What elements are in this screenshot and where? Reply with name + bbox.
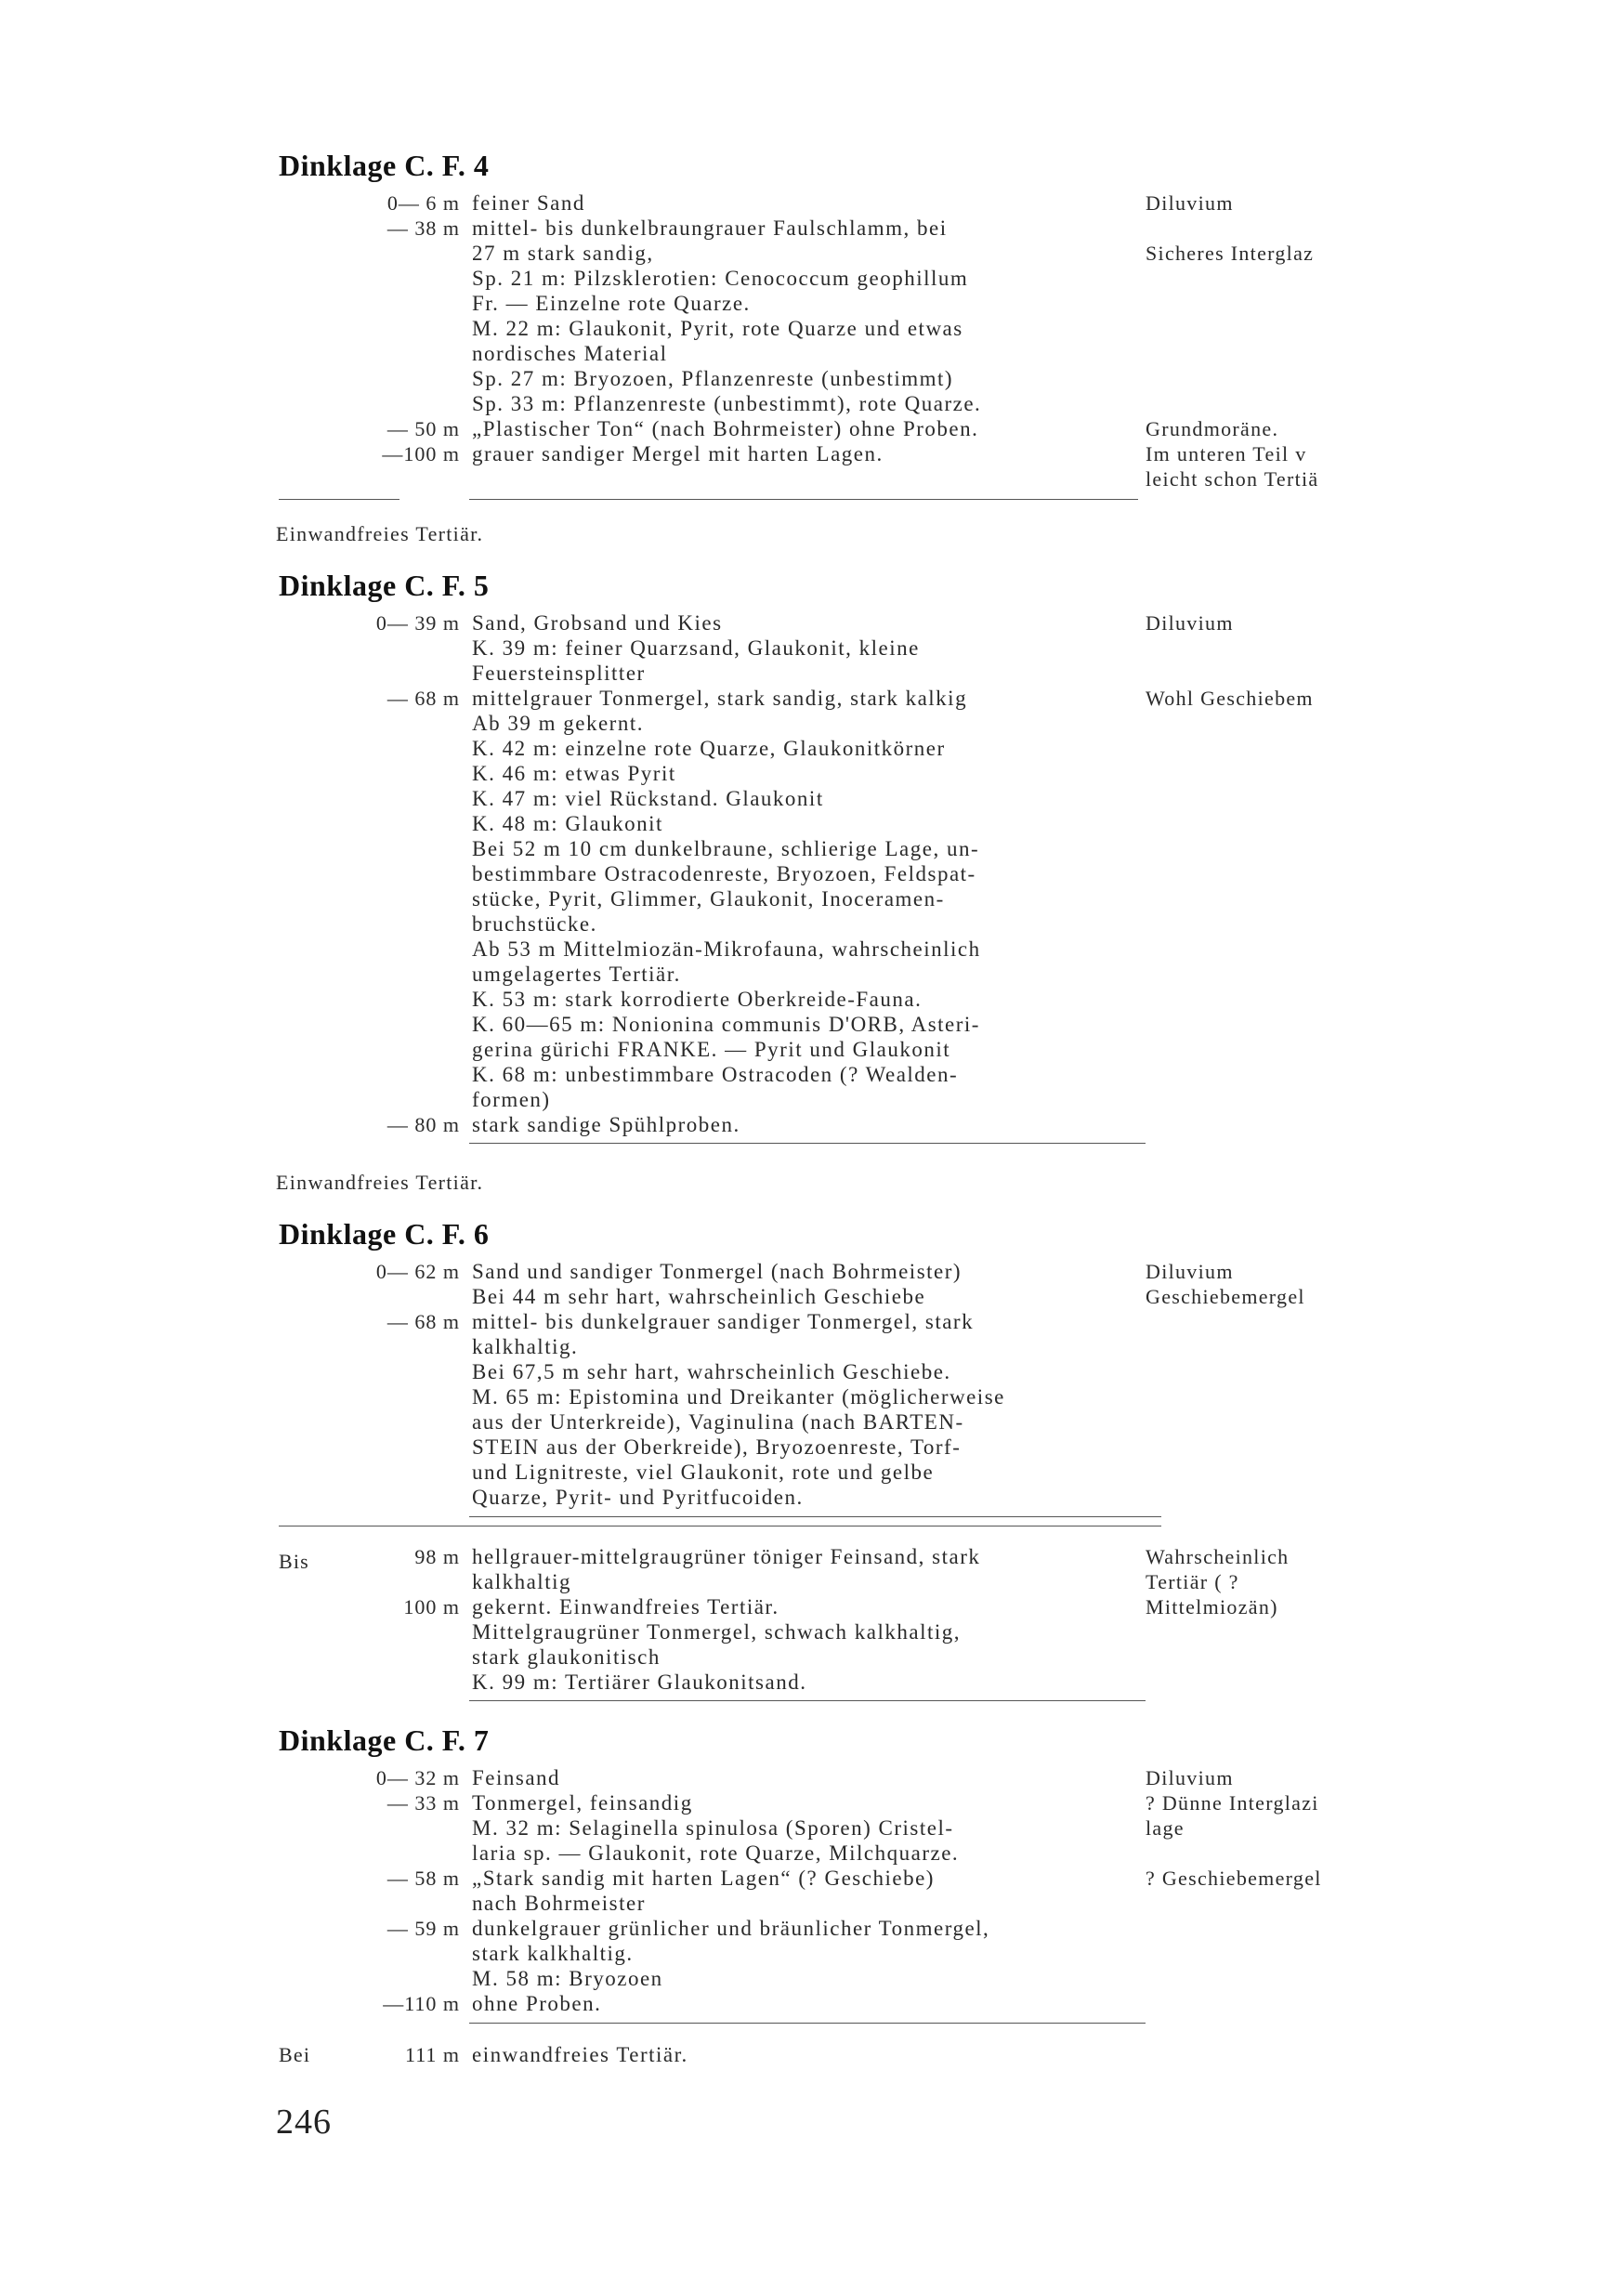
description: Ab 53 m Mittelmiozän-Mikrofauna, wahrscheinlich	[472, 937, 981, 961]
depth: 100 m	[403, 1595, 460, 1618]
depth: 0— 39 m	[375, 611, 460, 635]
note: Einwandfreies Tertiär.	[276, 522, 484, 545]
description: bestimmbare Ostracodenreste, Bryozoen, Feldspat-	[472, 862, 976, 885]
description: Sand und sandiger Tonmergel (nach Bohrmeister)	[472, 1260, 963, 1283]
description: Quarze, Pyrit- und Pyritfucoiden.	[472, 1486, 804, 1509]
description: K. 46 m: etwas Pyrit	[472, 762, 676, 785]
description: nordisches Material	[472, 342, 668, 365]
description: 27 m stark sandig,	[472, 242, 654, 265]
depth: — 38 m	[386, 216, 460, 240]
classification: ? Dünne Interglazi	[1146, 1791, 1319, 1815]
depth: — 50 m	[386, 417, 460, 440]
description: M. 58 m: Bryozoen	[472, 1967, 663, 1990]
description: Bei 52 m 10 cm dunkelbraune, schlierige Lage, un-	[472, 837, 980, 860]
description: stark kalkhaltig.	[472, 1942, 634, 1965]
depth-prefix: Bei	[279, 2043, 311, 2066]
description: Ab 39 m gekernt.	[472, 712, 644, 735]
classification: Geschiebemergel	[1146, 1285, 1305, 1308]
description: Feinsand	[472, 1766, 561, 1789]
description: aus der Unterkreide), Vaginulina (nach BARTEN-	[472, 1410, 964, 1434]
description: mittel- bis dunkelbraungrauer Faulschlamm, bei	[472, 216, 948, 240]
description: Feuersteinsplitter	[472, 662, 646, 685]
depth: 111 m	[405, 2043, 460, 2066]
description: K. 53 m: stark korrodierte Oberkreide-Fauna.	[472, 988, 923, 1011]
description: M. 32 m: Selaginella spinulosa (Sporen) Cristel-	[472, 1816, 954, 1840]
classification: Im unteren Teil v	[1146, 442, 1307, 465]
description: grauer sandiger Mergel mit harten Lagen.	[472, 442, 884, 465]
depth: — 80 m	[386, 1113, 460, 1136]
depth: — 58 m	[386, 1867, 460, 1890]
description: feiner Sand	[472, 191, 585, 215]
divider	[469, 1143, 1146, 1144]
description: K. 39 m: feiner Quarzsand, Glaukonit, kleine	[472, 636, 920, 660]
description: bruchstücke.	[472, 912, 597, 936]
classification: Sicheres Interglaz	[1146, 242, 1315, 265]
description: K. 60—65 m: Nonionina communis D'ORB, Asteri-	[472, 1013, 980, 1036]
description: kalkhaltig	[472, 1570, 571, 1593]
classification: Tertiär ( ?	[1146, 1570, 1239, 1593]
section-heading-cf6: Dinklage C. F. 6	[279, 1217, 490, 1251]
divider	[469, 499, 1138, 500]
description: K. 47 m: viel Rückstand. Glaukonit	[472, 787, 824, 810]
description: dunkelgrauer grünlicher und bräunlicher Tonmergel,	[472, 1917, 990, 1940]
description: M. 65 m: Epistomina und Dreikanter (möglicherweise	[472, 1385, 1005, 1409]
divider	[469, 2023, 1146, 2024]
depth-prefix: Bis	[279, 1550, 309, 1573]
description: und Lignitreste, viel Glaukonit, rote und gelbe	[472, 1461, 935, 1484]
description: Bei 44 m sehr hart, wahrscheinlich Geschiebe	[472, 1285, 926, 1308]
depth: —110 m	[383, 1992, 460, 2015]
depth: —100 m	[382, 442, 460, 465]
description: stark sandige Spühlproben.	[472, 1113, 740, 1136]
description: Mittelgraugrüner Tonmergel, schwach kalkhaltig,	[472, 1620, 961, 1644]
classification: Wahrscheinlich	[1146, 1545, 1290, 1568]
description: ohne Proben.	[472, 1992, 602, 2015]
section-heading-cf5: Dinklage C. F. 5	[279, 569, 490, 602]
depth: — 68 m	[386, 687, 460, 710]
section-heading-cf4: Dinklage C. F. 4	[279, 149, 490, 182]
description: „Stark sandig mit harten Lagen“ (? Geschiebe)	[472, 1867, 935, 1890]
description: „Plastischer Ton“ (nach Bohrmeister) ohne Proben.	[472, 417, 979, 440]
classification: leicht schon Tertiä	[1146, 467, 1319, 491]
depth: — 59 m	[386, 1917, 460, 1940]
description: mittelgrauer Tonmergel, stark sandig, stark kalkig	[472, 687, 968, 710]
description: gekernt. Einwandfreies Tertiär.	[472, 1595, 779, 1618]
description: kalkhaltig.	[472, 1335, 579, 1358]
description: Sand, Grobsand und Kies	[472, 611, 723, 635]
divider	[279, 499, 399, 500]
classification: lage	[1146, 1816, 1185, 1840]
classification: Mittelmiozän)	[1146, 1595, 1278, 1618]
description: mittel- bis dunkelgrauer sandiger Tonmergel, stark	[472, 1310, 975, 1333]
classification: Diluvium	[1146, 1766, 1234, 1789]
description: stücke, Pyrit, Glimmer, Glaukonit, Inoceramen-	[472, 887, 945, 911]
description: K. 48 m: Glaukonit	[472, 812, 663, 835]
classification: ? Geschiebemergel	[1146, 1867, 1322, 1890]
depth: 0— 32 m	[375, 1766, 460, 1789]
depth: — 68 m	[386, 1310, 460, 1333]
depth: 0— 62 m	[375, 1260, 460, 1283]
description: umgelagertes Tertiär.	[472, 963, 681, 986]
description: K. 68 m: unbestimmbare Ostracoden (? Wealden-	[472, 1063, 959, 1086]
description: gerina gürichi FRANKE. — Pyrit und Glaukonit	[472, 1038, 951, 1061]
description: Sp. 33 m: Pflanzenreste (unbestimmt), rote Quarze.	[472, 392, 982, 415]
classification: Wohl Geschiebem	[1146, 687, 1314, 710]
description: formen)	[472, 1088, 551, 1111]
depth: 98 m	[414, 1545, 460, 1568]
description: Bei 67,5 m sehr hart, wahrscheinlich Geschiebe.	[472, 1360, 951, 1383]
description: Tonmergel, feinsandig	[472, 1791, 693, 1815]
classification: Diluvium	[1146, 191, 1234, 215]
description: einwandfreies Tertiär.	[472, 2043, 688, 2066]
classification: Diluvium	[1146, 611, 1234, 635]
depth: — 33 m	[386, 1791, 460, 1815]
note: Einwandfreies Tertiär.	[276, 1171, 484, 1194]
description: Sp. 21 m: Pilzsklerotien: Cenococcum geophillum	[472, 267, 969, 290]
description: K. 42 m: einzelne rote Quarze, Glaukonitkörner	[472, 737, 946, 760]
depth: 0— 6 m	[386, 191, 460, 215]
description: Fr. — Einzelne rote Quarze.	[472, 292, 751, 315]
description: STEIN aus der Oberkreide), Bryozoenreste, Torf-	[472, 1435, 962, 1459]
page-number: 246	[276, 2103, 332, 2142]
classification: Grundmoräne.	[1146, 417, 1279, 440]
divider	[469, 1516, 1161, 1517]
description: hellgrauer-mittelgraugrüner töniger Feinsand, stark	[472, 1545, 981, 1568]
description: nach Bohrmeister	[472, 1892, 646, 1915]
description: stark glaukonitisch	[472, 1645, 661, 1669]
description: Sp. 27 m: Bryozoen, Pflanzenreste (unbestimmt)	[472, 367, 954, 390]
divider	[469, 1700, 1146, 1701]
section-heading-cf7: Dinklage C. F. 7	[279, 1723, 490, 1757]
classification: Diluvium	[1146, 1260, 1234, 1283]
description: M. 22 m: Glaukonit, Pyrit, rote Quarze und etwas	[472, 317, 963, 340]
description: K. 99 m: Tertiärer Glaukonitsand.	[472, 1671, 807, 1694]
description: laria sp. — Glaukonit, rote Quarze, Milchquarze.	[472, 1841, 960, 1865]
